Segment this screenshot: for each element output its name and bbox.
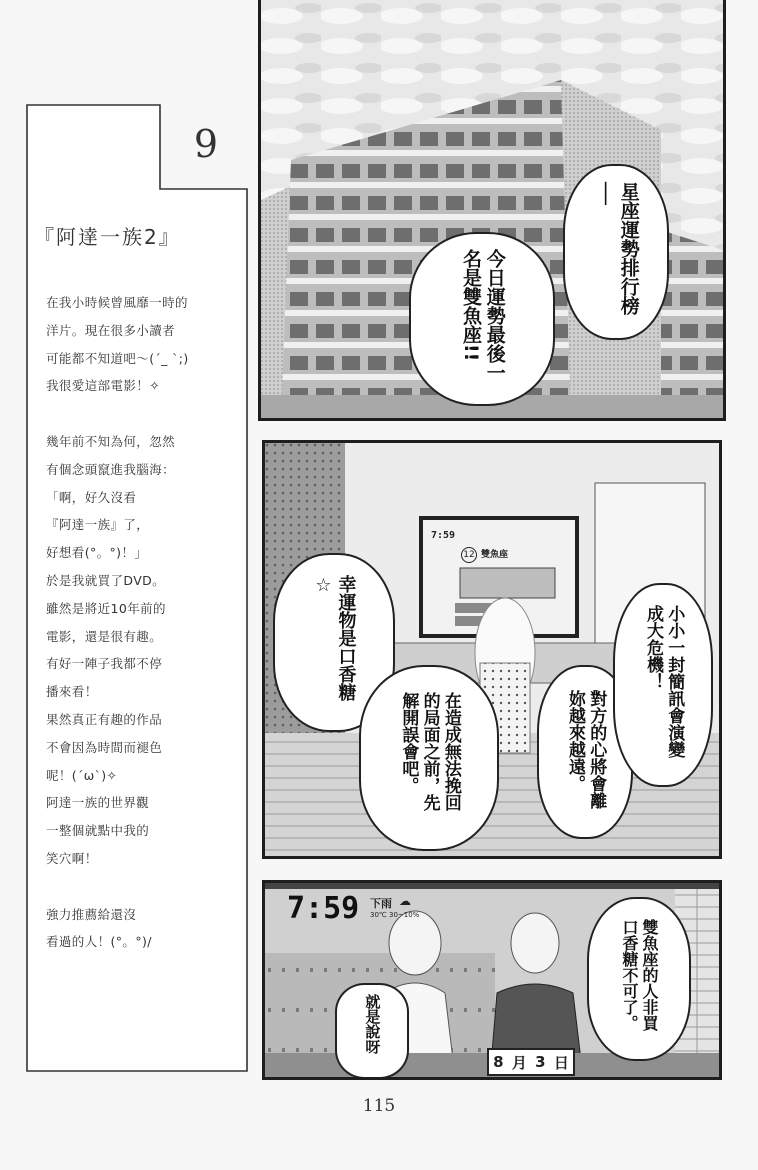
weather-label: 下雨	[370, 897, 392, 910]
date-plate	[487, 1048, 575, 1076]
note-line: 在我小時候曾風靡一時的	[46, 295, 188, 310]
note-line: 笑穴啊！	[46, 850, 98, 866]
note-line: 有好一陣子我都不停	[46, 656, 163, 672]
bubble-text: 小小一封簡訊會演變成大危機！	[643, 605, 685, 758]
bubble-text: 星座運勢排行榜──	[594, 182, 640, 315]
tv-graphic	[460, 568, 555, 598]
bubble-text: 就是說呀	[363, 993, 382, 1054]
note-line: 好想看(°。°)！」	[46, 545, 148, 561]
note-line: 呢！(´ω`)✧	[46, 767, 118, 783]
weather-temperature: 30℃ 30~10%	[370, 911, 420, 919]
speech-bubble-last-place	[409, 232, 555, 406]
note-line: 我很愛這部電影！✧	[46, 378, 161, 394]
building-right	[661, 230, 723, 418]
speech-bubble-crisis	[613, 583, 713, 787]
note-line: 於是我就買了DVD。	[46, 572, 166, 588]
speech-bubble-ranking	[563, 164, 669, 340]
note-line: 強力推薦給還沒	[46, 906, 137, 922]
bubble-text: 今日運勢最後一名是雙魚座!!	[460, 249, 506, 382]
note-line: 不會因為時間而褪色	[46, 739, 163, 755]
note-line: 「啊，好久沒看	[46, 489, 137, 505]
note-line: 電影，還是很有趣。	[46, 628, 163, 644]
note-line: 洋片。現在很多小讀者	[46, 322, 176, 338]
note-line: 果然真正有趣的作品	[46, 711, 163, 727]
date-day-unit: 日	[553, 1053, 569, 1072]
date-month: 8	[493, 1053, 504, 1071]
note-line: 一整個就點中我的	[46, 823, 150, 839]
panel-building	[258, 0, 726, 421]
bubble-text: 幸運物是口香糖☆	[313, 575, 357, 701]
speech-bubble-misunderstanding	[359, 665, 499, 851]
date-month-unit: 月	[511, 1053, 527, 1072]
chapter-number: 9	[193, 122, 219, 166]
note-line	[46, 400, 246, 428]
panel-news-studio	[262, 880, 722, 1080]
note-line: 幾年前不知為何，忽然	[46, 433, 176, 449]
note-line: 雖然是將近10年前的	[46, 600, 166, 616]
page-number: 115	[362, 1096, 396, 1116]
note-text	[46, 289, 246, 956]
note-title: 『阿達一族2』	[34, 225, 181, 249]
tv-sign-title: 雙魚座	[481, 550, 509, 560]
frame-bar	[265, 883, 719, 889]
tv-clock: 7:59	[287, 891, 360, 926]
cloud-icon: ☁	[399, 894, 411, 908]
tv-time: 7:59	[431, 530, 456, 541]
bubble-text: 在造成無法挽回的局面之前，先解開誤會吧。	[398, 692, 461, 811]
speech-bubble-thats-right	[335, 983, 409, 1079]
bubble-text: 雙魚座的人非買口香糖不可了。	[620, 919, 659, 1031]
author-note-box	[26, 104, 248, 1072]
note-line: 阿達一族的世界觀	[46, 795, 150, 811]
note-line	[46, 873, 246, 901]
female-anchor-head	[389, 911, 441, 975]
date-day: 3	[535, 1053, 546, 1071]
bubble-text: 對方的心將會離妳越來越遠。	[565, 689, 607, 809]
speech-bubble-buy-gum	[587, 897, 691, 1061]
note-line: 『阿達一族』了，	[46, 517, 150, 533]
note-line: 有個念頭竄進我腦海：	[46, 461, 176, 477]
note-line: 可能都不知道吧～(´_ `;)	[46, 350, 189, 366]
panel-tv-room	[262, 440, 722, 859]
note-line: 播來看！	[46, 684, 98, 700]
tv-rank: 12	[461, 547, 477, 563]
note-line: 看過的人！(°。°)/	[46, 934, 152, 950]
male-anchor-head	[511, 913, 559, 973]
